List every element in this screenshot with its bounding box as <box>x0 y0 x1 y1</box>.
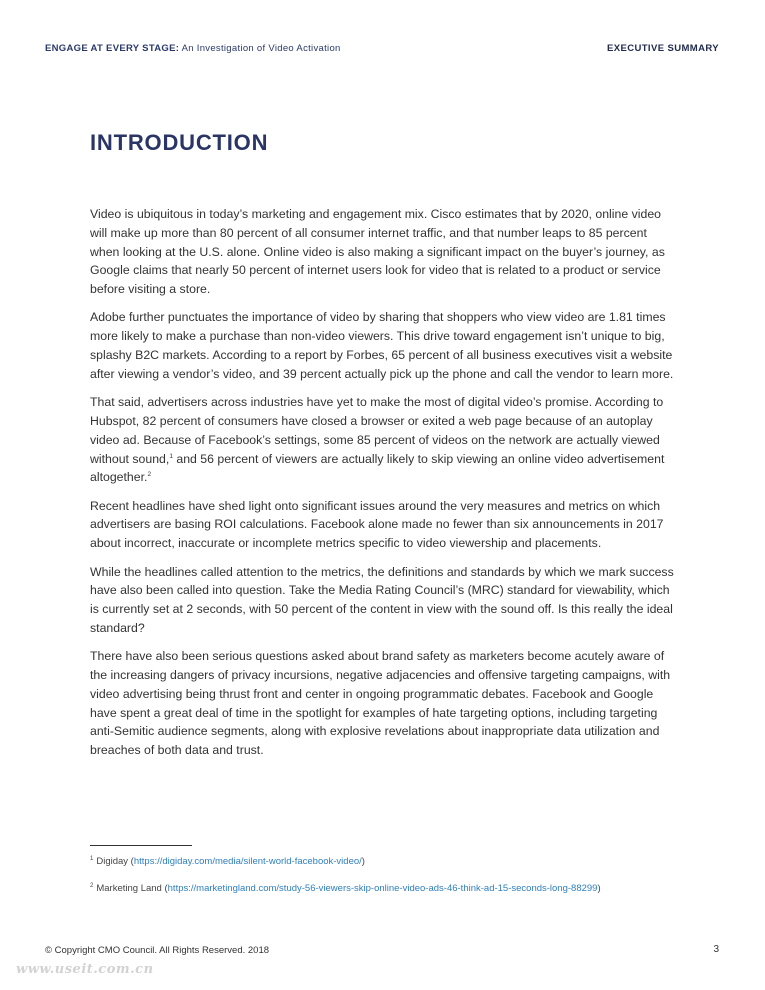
paragraph: While the headlines called attention to the metrics, the definitions and standards by which we mark success have also been called into question. Take the Media Rating Council’s (MRC) standard for viewability, which is currently set at 2 seconds, with 50 percent of the content in view with the sound off. Is this really the ideal standard? <box>90 564 674 635</box>
paragraph <box>90 393 678 487</box>
footnote-number: 1 <box>90 856 94 862</box>
paragraph: Video is ubiquitous in today’s marketing and engagement mix. Cisco estimates that by 2020, online video will make up more than 80 percent of all consumer internet traffic, and that number leaps to 85 percent when looking at the U.S. alone. Online video is also making a significant impact on the buyer’s journey, as Google claims that nearly 50 percent of internet users look for video that is related to a product or service before visiting a store. <box>90 207 665 297</box>
footnote-link[interactable]: https://digiday.com/media/silent-world-facebook-video/ <box>133 856 362 868</box>
footnote-divider <box>90 845 192 846</box>
footnote-number: 2 <box>90 883 94 890</box>
footnote-ref: 2 <box>147 471 152 479</box>
footnotes <box>90 853 690 907</box>
footnote-item: $^1$ Digiday (https://digiday.com/media/silent-world-facebook-video/) <box>90 856 365 868</box>
paragraph: Recent headlines have shed light onto significant issues around the very measures and metrics on which advertisers are basing ROI calculations. Facebook alone made no fewer than six announcements in 2017 about incorrect, inaccurate or incomplete metrics specific to video viewership and placements. <box>90 498 664 551</box>
report-title: ENGAGE AT EVERY STAGE: <box>45 43 180 54</box>
footnote-item: $^2$ Marketing Land (https://marketingland.com/study-56-viewers-skip-online-video-ads-46-think-ad-15-seconds-long-88299) <box>90 883 601 895</box>
paragraph: There have also been serious questions asked about brand safety as marketers become acutely aware of the increasing dangers of privacy incursions, negative adjacencies and offensive targeting campaigns, with video advertising being thrust front and center in ongoing programmatic debates. Facebook and Google have spent a great deal of time in the spotlight for examples of hate targeting options, including targeting anti-Semitic audience segments, along with explosive revelations about inappropriate data utilization and breaches of both data and trust. <box>90 649 671 758</box>
paragraph: Adobe further punctuates the importance of video by sharing that shoppers who view video are 1.81 times more likely to make a purchase than non-video viewers. This drive toward engagement isn’t unique to big, splashy B2C markets. According to a report by Forbes, 65 percent of all business executives visit a website after viewing a vendor’s video, and 39 percent actually pick up the phone and call the vendor to learn more. <box>90 310 674 381</box>
report-subtitle: An Investigation of Video Activation <box>181 43 341 54</box>
paragraph-text: That said, advertisers across industries have yet to make the most of digital video’s promise. According to Hubspot, 82 percent of consumers have closed a browser or exited a web page because of an autoplay video ad. Because of Facebook’s settings, some 85 percent of videos on the network are actually viewed without sound, <box>90 395 664 466</box>
footnote-ref: 1 <box>169 452 173 460</box>
running-header <box>45 43 341 54</box>
paragraph-text: and 56 percent of viewers are actually likely to skip viewing an online video advertisement altogether. <box>90 451 665 485</box>
footnote-source: Marketing Land <box>96 883 162 895</box>
page-number: 3 <box>713 944 719 955</box>
footnote-source: Digiday <box>96 856 129 868</box>
copyright-notice: © Copyright CMO Council. All Rights Reserved. 2018 <box>45 945 270 956</box>
page-title: INTRODUCTION <box>90 130 269 155</box>
body-text <box>90 205 678 770</box>
section-label: EXECUTIVE SUMMARY <box>606 43 719 54</box>
footnote-link[interactable]: https://marketingland.com/study-56-viewers-skip-online-video-ads-46-think-ad-15-seconds-long-88299 <box>167 883 598 895</box>
watermark: www.useit.com.cn <box>16 962 154 977</box>
